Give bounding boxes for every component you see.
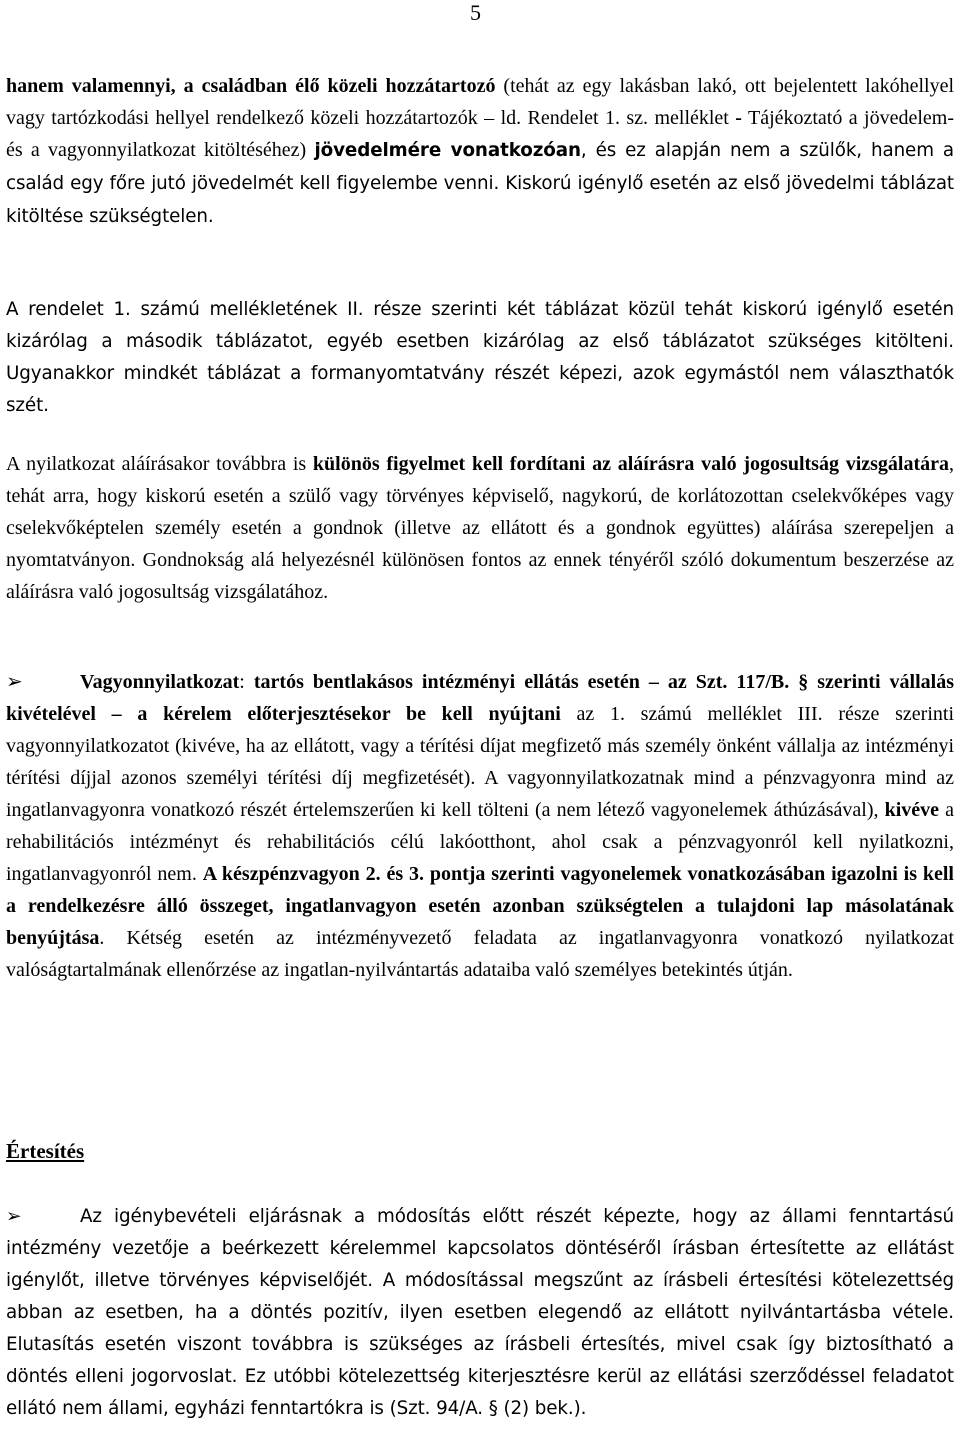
text: Az igénybevételi eljárásnak a módosítás előtt részét képezte, hogy az állami fenntartású intézmény vezetője a beérkezett kérelemmel kapcsolatos döntéséről írásban értesítette az ellátást igénylőt, illetve törvényes képviselőjét. A módosítással megszűnt az írásbeli értesítési kötelezettség abban az esetben, ha a döntés pozitív, ilyen esetben elegendő az ellátott nyilvántartásba vétele. Elutasítás esetén viszont továbbra is szükséges az írásbeli értesítés, mivel csak így biztosítható a döntés elleni jogorvoslat. Ez utóbbi kötelezettség kiterjesztésre kerül az ellátási szerződéssel feladatot ellátó nem állami, egyházi fenntartókra is (Szt. 94/A. § (2) bek.). bbox=[6, 1206, 954, 1419]
text: . Kétség esetén az intézményvezető feladata az ingatlanvagyonra vonatkozó nyilatkozat valóságtartalmának ellenőrzése az ingatlan-nyilvántartás adataiba való személyes betekintés útján. bbox=[6, 927, 954, 981]
bold-text: - bbox=[735, 107, 742, 129]
text: az 1. számú melléklet III. része szerinti vagyonnyilatkozatot (kivéve, ha az ellátott, vagy a térítési díjat megfizető más személy önként vállalja az intézményi térítési díjjal azonos személyi térítési díj megfizetését). A vagyonnyilatkozatnak mind a pénzvagyonra mind az ingatlanvagyonra vonatkozó részét értelemszerűen ki kell tölteni (a nem létező vagyonelemek áthúzásával), bbox=[6, 703, 954, 821]
bold-text: kivéve bbox=[884, 799, 940, 821]
text: A rendelet 1. számú mellékletének II. része szerinti két táblázat közül tehát kiskorú igénylő esetén kizárólag a második táblázatot, egyéb esetben kizárólag az első táblázatot szükséges kitölteni. Ugyanakkor mindkét táblázat a formanyomtatvány részét képezi, azok egymástól nem választhatók szét. bbox=[6, 299, 954, 416]
bold-text: hanem valamennyi, a családban élő közeli hozzátartozó bbox=[6, 75, 496, 97]
section-heading: Értesítés bbox=[6, 1139, 85, 1163]
text: , és ez alapján nem a szülők, hanem a család egy főre jutó jövedelmét kell figyelembe venni. Kiskorú igénylő esetén az első jövedelmi táblázat kitöltése szükségtelen. bbox=[6, 140, 954, 227]
bold-text: jövedelmére vonatkozóan bbox=[314, 140, 581, 161]
bold-text: különös figyelmet kell fordítani az aláírásra való jogosultság vizsgálatára bbox=[312, 453, 950, 475]
paragraph-notification bbox=[6, 1200, 954, 1425]
arrow-bullet-icon: ➢ bbox=[6, 671, 23, 693]
paragraph-tables bbox=[6, 294, 954, 422]
text: Tájékoztató a jövedelem- és a vagyonnyilatkozat kitöltéséhez) bbox=[6, 107, 954, 161]
bold-text: Vagyonnyilatkozat bbox=[80, 671, 240, 693]
page-number: 5 bbox=[470, 0, 481, 25]
paragraph-asset-declaration bbox=[6, 666, 954, 986]
text: , tehát arra, hogy kiskorú esetén a szülő vagy törvényes képviselő, nagykorú, de korlátozottan cselekvőképes vagy cselekvőképtelen személy esetén a gondnok (illetve az ellátott és a gondnok együttes) aláírása szerepeljen a nyomtatványon. Gondnokság alá helyezésnél különösen fontos az ennek tényéről szóló dokumentum beszerzése az aláírásra való jogosultság vizsgálatához. bbox=[6, 453, 955, 603]
text: a rehabilitációs intézményt és rehabilitációs célú lakóotthont, ahol csak a pénzvagyonról kell nyilatkozni, ingatlanvagyonról nem. bbox=[6, 799, 954, 885]
text: : bbox=[239, 671, 254, 693]
bold-text: tartós bentlakásos intézményi ellátás esetén – az Szt. 117/B. § szerinti vállalás kivételével – a kérelem előterjesztésekor be kell nyújtani bbox=[6, 671, 955, 725]
paragraph-family-income bbox=[6, 70, 954, 233]
text: (tehát az egy lakásban lakó, ott bejelentett lakóhellyel vagy tartózkodási hellyel rendelkező közeli hozzátartozók – ld. Rendelet 1. sz. melléklet bbox=[6, 75, 955, 129]
arrow-bullet-icon: ➢ bbox=[6, 1206, 22, 1226]
bold-text: A készpénzvagyon 2. és 3. pontja szerinti vagyonelemek vonatkozásában igazolni is kell a rendelkezésre álló összeget, ingatlanvagyon esetén azonban szükségtelen a tulajdoni lap másolatának benyújtása bbox=[6, 863, 954, 949]
text: A nyilatkozat aláírásakor továbbra is bbox=[6, 453, 313, 475]
paragraph-signature bbox=[6, 448, 954, 608]
